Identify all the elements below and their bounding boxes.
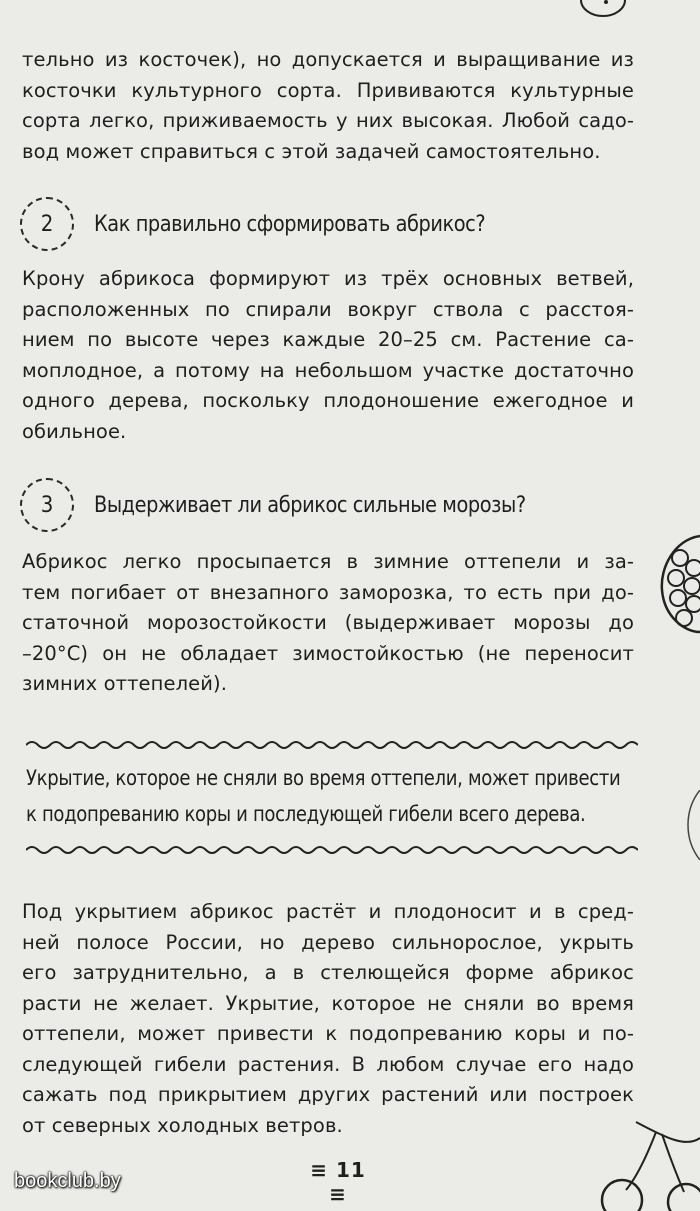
text-line: Крону абрикоса формируют из трёх основных ветвей, xyxy=(22,267,634,290)
question-number-badge: 2 xyxy=(20,197,74,251)
page-number-value: 11 xyxy=(335,1158,366,1182)
page-number-ornament-right: ≡ xyxy=(329,1182,347,1206)
text-line: сорта легко, приживаемость у них высокая. Любой садо- xyxy=(22,109,634,132)
page-number-ornament-left: ≡ xyxy=(310,1158,328,1182)
question-number-badge: 3 xyxy=(20,478,74,532)
text-line: Под укрытием абрикос растёт и плодоносит и в сред- xyxy=(22,900,634,923)
answer-3-paragraph xyxy=(22,547,634,700)
callout-line: Укрытие, которое не сняли во время оттепели, может привести xyxy=(26,766,621,790)
wavy-divider-top xyxy=(26,738,638,752)
text-line: одного дерева, поскольку плодоношение ежегодное и xyxy=(22,389,634,412)
text-line: от северных холодных ветров. xyxy=(22,1113,343,1137)
wavy-divider-bottom xyxy=(26,843,638,857)
text-line: нием по высоте через каждые 20–25 см. Растение са- xyxy=(22,328,634,351)
question-2-heading xyxy=(20,196,539,252)
text-line: тем погибает от внезапного заморозка, то есть при до- xyxy=(22,580,634,604)
text-line: ней полосе России, но дерево сильнорослое, укрыть xyxy=(22,930,634,954)
text-line: его затруднительно, а в стелющейся форме абрикос xyxy=(22,961,634,984)
callout-line: к подопреванию коры и последующей гибели всего дерева. xyxy=(26,802,586,826)
raspberry-doodle-icon xyxy=(654,528,700,638)
leaf-edge-doodle-icon xyxy=(680,790,700,860)
text-line: расти не желает. Укрытие, которое не сняли во время xyxy=(22,991,634,1015)
text-line: расположенных по спирали вокруг ствола с расстоя- xyxy=(22,297,634,321)
answer-2-paragraph xyxy=(22,264,634,447)
text-line: –20°С) он не обладает зимостойкостью (не переносит xyxy=(22,641,634,665)
text-line: оттепели, может привести к подопреванию коры и по- xyxy=(22,1022,634,1045)
question-3-heading xyxy=(20,477,585,533)
text-line: вод может справиться с этой задачей самостоятельно. xyxy=(22,139,601,163)
text-line: Абрикос легко просыпается в зимние оттепели и за- xyxy=(22,550,634,573)
text-line: тельно из косточек), но допускается и выращивание из xyxy=(22,48,634,71)
page-number xyxy=(308,1158,368,1206)
text-line: зимних оттепелей). xyxy=(22,672,228,695)
berry-doodle-icon xyxy=(578,0,628,22)
watermark: bookclub.by xyxy=(14,1170,121,1192)
intro-paragraph xyxy=(22,45,634,167)
question-title: Выдерживает ли абрикос сильные морозы? xyxy=(94,492,526,518)
text-line: обильное. xyxy=(22,419,127,443)
question-title: Как правильно сформировать абрикос? xyxy=(94,211,486,237)
text-line: косточки культурного сорта. Прививаются культурные xyxy=(22,78,634,102)
final-paragraph xyxy=(22,897,634,1141)
text-line: следующей гибели растения. В любом случае его надо xyxy=(22,1052,634,1076)
text-line: моплодное, а потому на небольшом участке достаточно xyxy=(22,358,634,382)
callout-box xyxy=(26,760,646,832)
text-line: статочной морозостойкости (выдерживает морозы до xyxy=(22,611,634,634)
text-line: сажать под прикрытием других растений или построек xyxy=(22,1083,634,1106)
